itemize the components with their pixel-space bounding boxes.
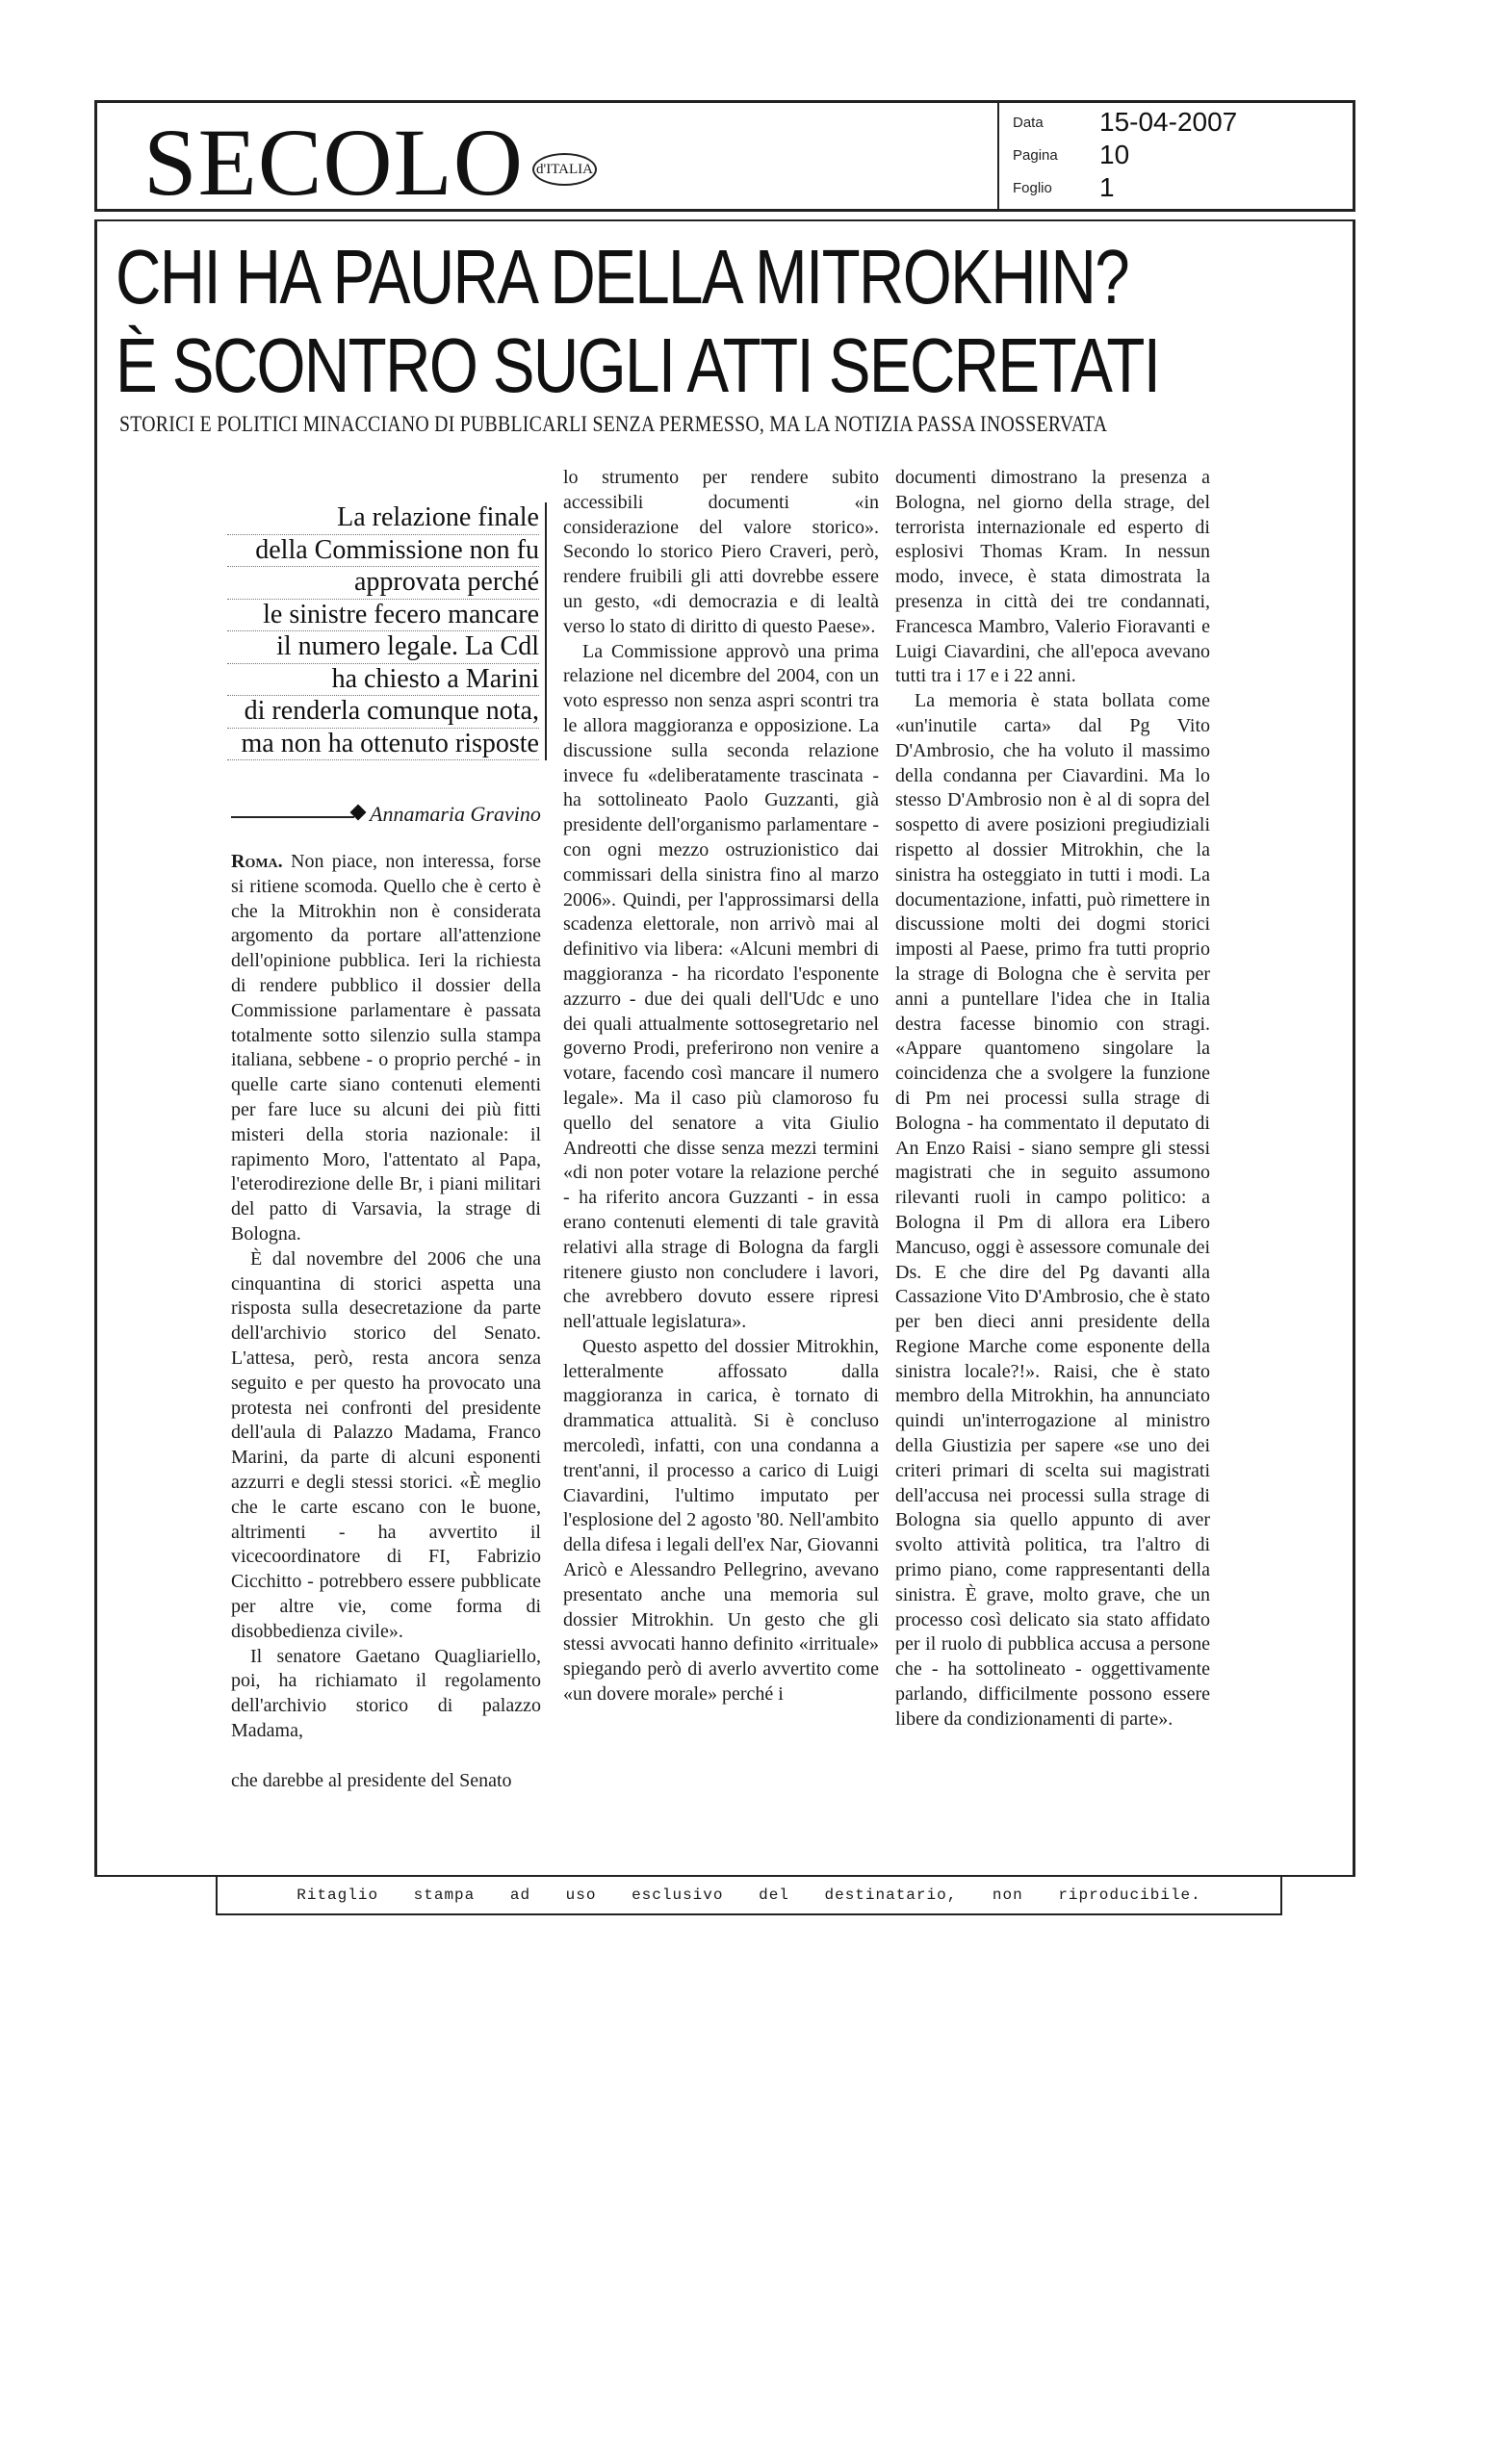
- paragraph: La Commissione approvò una prima relazione nel dicembre del 2004, con un voto espresso non senza aspri scontri tra le allora maggioranza e opposizione. La discussione sulla seconda relazione invece fu «deliberatamente trascinata - ha sottolineato Paolo Guzzanti, già presidente dell'organismo parlamentare - con ogni mezzo ostruzionistico dai commissari della sinistra fino al marzo 2006». Quindi, per l'approssimarsi della scadenza elettorale, non arrivò mai al definitivo via libera: «Alcuni membri di maggioranza - ha ricordato l'esponente azzurro - due dei quali dell'Udc e uno dei quali attualmente sottosegretario nel governo Prodi, preferirono non venire a votare, facendo così mancare il numero legale». Ma il caso più clamoroso fu quello del senatore a vita Giulio Andreotti che disse senza mezzi termini «di non poter votare la relazione perché - ha riferito ancora Guzzanti - in essa erano contenuti elementi di tale gravità relativi alla strage di Bologna da fargli ritenere giusto non concludere i lavori, che avrebbero dovuto essere ripresi nell'attuale legislatura».: [563, 640, 879, 1333]
- pullquote-line: della Commissione non fu: [227, 535, 539, 568]
- article-column-3: [895, 466, 1210, 1732]
- headline-line-2: È SCONTRO SUGLI ATTI SECRETATI: [116, 322, 1160, 408]
- meta-page-label: Pagina: [1013, 147, 1058, 164]
- meta-box: [997, 103, 1357, 209]
- paragraph: lo strumento per rendere subito accessibili documenti «in considerazione del valore storico». Secondo lo storico Piero Craveri, però, rendere fruibili gli atti dovrebbe essere un gesto, «di democrazia e di lealtà verso lo stato di diritto di questo Paese».: [563, 467, 879, 637]
- pullquote-line: il numero legale. La Cdl: [227, 631, 539, 664]
- meta-sheet-value: 1: [1099, 172, 1115, 202]
- pullquote-line: ma non ha ottenuto risposte: [227, 729, 539, 761]
- pullquote-line: La relazione finale: [227, 502, 539, 535]
- footer-notice: [216, 1875, 1282, 1915]
- paragraph: Questo aspetto del dossier Mitrokhin, letteralmente affossato dalla maggioranza in carica, è tornato di drammatica attualità. Si è concluso mercoledì, infatti, con una condanna a trent'anni, il processo a carico di Luigi Ciavardini, l'ultimo imputato per l'esplosione del 2 agosto '80. Nell'ambito della difesa i legali dell'ex Nar, Giovanni Aricò e Alessandro Pellegrino, avevano presentato anche una memoria sul dossier Mitrokhin. Un gesto che gli stessi avvocati hanno definito «irrituale» spiegando però di averlo avvertito come «un dovere morale» perché i: [563, 1335, 879, 1706]
- pullquote-line: le sinistre fecero mancare: [227, 600, 539, 632]
- meta-date-value: 15-04-2007: [1099, 107, 1238, 137]
- paragraph: documenti dimostrano la presenza a Bologna, nel giorno della strage, del terrorista internazionale ed esperto di esplosivi Thomas Kram. In nessun modo, invece, è stata dimostrata la presenza in città dei tre condannati, Francesca Mambro, Valerio Fioravanti e Luigi Ciavardini, che all'epoca avevano tutti tra i 17 e i 22 anni.: [895, 467, 1210, 687]
- byline-rule: [231, 816, 354, 818]
- meta-date-label: Data: [1013, 115, 1044, 131]
- paragraph-text: Non piace, non interessa, forse si ritiene scomoda. Quello che è certo è che la Mitrokhin non è considerata argomento da portare all'attenzione dell'opinione pubblica. Ieri la richiesta di rendere pubblico il dossier della Commissione parlamentare è passata totalmente sotto silenzio sulla stampa italiana, sebbene - o proprio perché - in quelle carte siano contenuti elementi per fare luce su alcuni dei più fitti misteri della storia nazionale: il rapimento Moro, l'attentato al Papa, l'eterodirezione delle Br, i piani militari del patto di Varsavia, la strage di Bologna.: [231, 851, 541, 1245]
- paragraph: È dal novembre del 2006 che una cinquantina di storici aspetta una risposta sulla desecretazione da parte dell'archivio storico del Senato. L'attesa, però, resta ancora senza seguito e per questo ha provocato una protesta nei confronti del presidente dell'aula di Palazzo Madama, Franco Marini, da parte di alcuni esponenti azzurri e degli stessi storici. «È meglio che le carte escano con le buone, altrimenti - ha avvertito il vicecoordinatore di FI, Fabrizio Cicchitto - potrebbero essere pubblicate per altre vie, come forma di disobbedienza civile».: [231, 1247, 541, 1642]
- meta-sheet: [1013, 172, 1350, 205]
- subtitle: STORICI E POLITICI MINACCIANO DI PUBBLICARLI SENZA PERMESSO, MA LA NOTIZIA PASSA INOSSERVATA: [119, 412, 1108, 436]
- masthead: SECOLO: [143, 109, 524, 216]
- paragraph: La memoria è stata bollata come «un'inutile carta» dal Pg Vito D'Ambrosio, che ha voluto il massimo della condanna per Ciavardini. Ma lo stesso D'Ambrosio non è al di sopra del sospetto di avere posizioni pregiudiziali rispetto al dossier Mitrokhin, che la sinistra ha osteggiato in tutti i modi. La documentazione, infatti, può rimettere in discussione molti dei dogmi storici imposti al Paese, primo fra tutti proprio la strage di Bologna che è servita per anni a puntellare l'idea che in Italia destra facesse binomio con stragi. «Appare quantomeno singolare la coincidenza che a svolgere la funzione di Pm nei processi sulla strage di Bologna - ha commentato il deputato di An Enzo Raisi - siano sempre gli stessi magistrati che in seguito assumono rilevanti ruoli in campo politico: a Bologna il Pm di allora era Libero Mancuso, oggi è assessore comunale dei Ds. E che dire del Pg davanti alla Cassazione Vito D'Ambrosio, che è stato per ben dieci anni presidente della Regione Marche come esponente della sinistra locale?!». Raisi, che è stato membro della Mitrokhin, ha annunciato quindi un'interrogazione al ministro della Giustizia per sapere «se uno dei criteri primari di scelta sui magistrati dell'accusa nei processi sulla strage di Bologna sia quello appunto di aver svolto attività politica, tra l'altro di primo piano, come rappresentanti della sinistra. È grave, molto grave, che un processo così delicato sia stato affidato per il ruolo di pubblica accusa a persone che - ha sottolineato - oggettivamente parlando, difficilmente possono essere libere da condizionamenti di parte».: [895, 690, 1210, 1730]
- meta-page: [1013, 140, 1350, 172]
- headline: [116, 233, 1160, 410]
- paragraph: Il senatore Gaetano Quagliariello, poi, ha richiamato il regolamento dell'archivio storico di palazzo Madama,: [231, 1645, 541, 1741]
- paragraph: [231, 850, 541, 1247]
- dateline: Roma.: [231, 851, 283, 872]
- meta-date: [1013, 107, 1350, 140]
- masthead-sub: d'ITALIA: [532, 153, 597, 186]
- header-box: [94, 100, 1355, 216]
- byline: Annamaria Gravino: [370, 802, 541, 826]
- pullquote-line: ha chiesto a Marini: [227, 664, 539, 697]
- meta-sheet-label: Foglio: [1013, 180, 1052, 196]
- article-column-2: [563, 466, 879, 1707]
- pullquote-line: di renderla comunque nota,: [227, 696, 539, 729]
- pullquote: [227, 502, 547, 760]
- article-column-1: [231, 850, 541, 1793]
- meta-page-value: 10: [1099, 140, 1130, 169]
- footer-notice-text: Ritaglio stampa ad uso esclusivo del destinatario, non riproducibile.: [297, 1886, 1201, 1904]
- paragraph: che darebbe al presidente del Senato: [231, 1769, 512, 1791]
- headline-line-1: CHI HA PAURA DELLA MITROKHIN?: [116, 234, 1129, 320]
- pullquote-line: approvata perché: [227, 567, 539, 600]
